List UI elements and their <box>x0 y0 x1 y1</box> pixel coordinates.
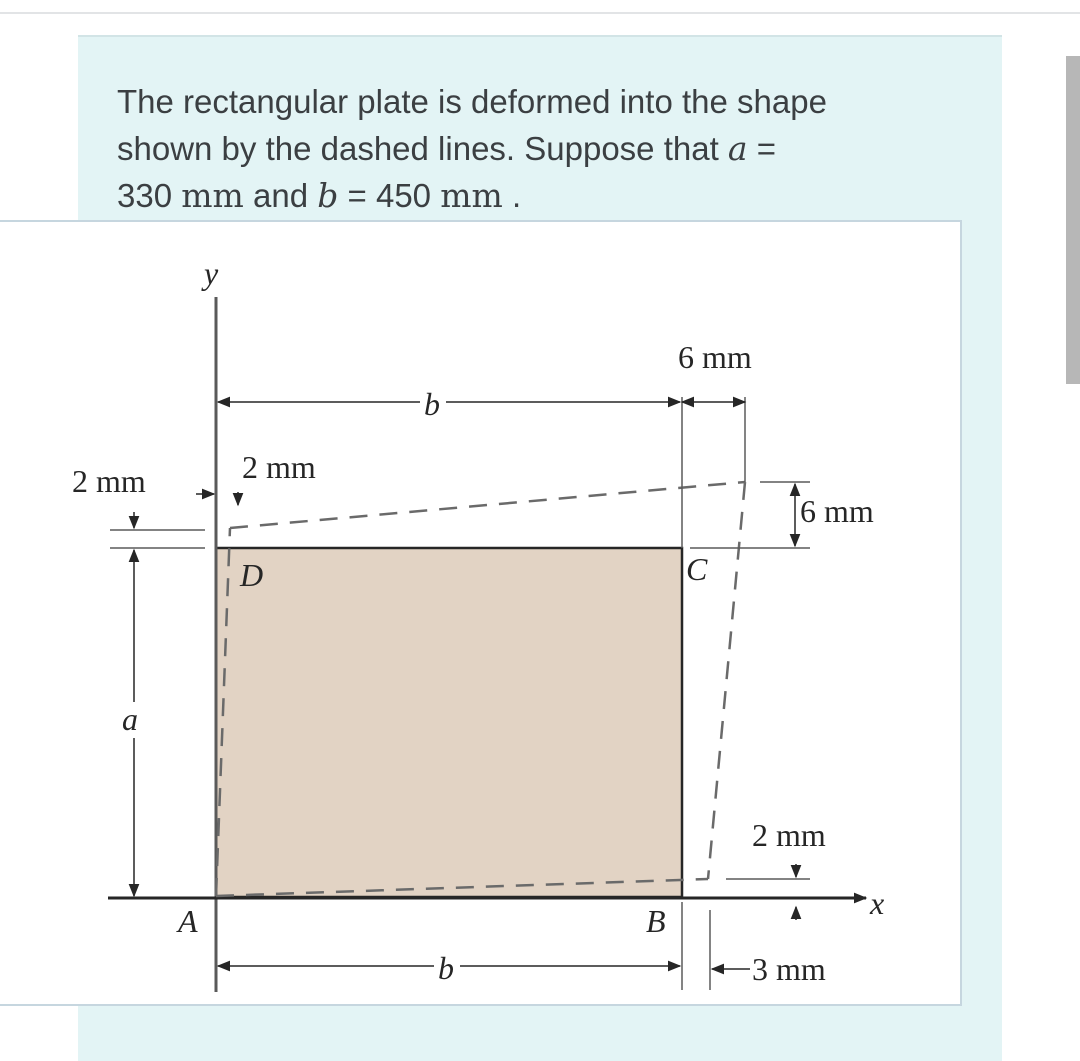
label-6mm-top: 6 mm <box>678 339 752 375</box>
question-line-1: The rectangular plate is deformed into the shape <box>117 83 827 120</box>
label-6mm-right: 6 mm <box>800 493 874 529</box>
label-2mm-top: 2 mm <box>242 449 316 485</box>
label-3mm: 3 mm <box>752 951 826 987</box>
label-2mm-right: 2 mm <box>752 817 826 853</box>
period: . <box>502 177 522 214</box>
deformed-plate-figure <box>0 220 962 1006</box>
var-a: a <box>727 129 748 168</box>
label-corner-d: D <box>240 557 264 593</box>
question-line-2-text: shown by the dashed lines. Suppose that <box>117 130 728 167</box>
undeformed-plate <box>216 548 682 897</box>
label-corner-b: B <box>646 903 666 939</box>
b-value: = 450 <box>338 177 441 214</box>
label-x-axis: x <box>870 885 885 921</box>
and-text: and <box>243 177 318 214</box>
label-corner-a: A <box>178 903 198 939</box>
a-value: 330 <box>117 177 173 214</box>
a-unit: mm <box>181 176 244 215</box>
var-b: b <box>317 176 339 215</box>
question-line-2 <box>117 125 977 172</box>
plate-diagram <box>0 222 960 1004</box>
label-b-top: b <box>424 386 440 422</box>
label-b-bottom: b <box>438 950 454 986</box>
top-divider <box>0 12 1080 14</box>
scrollbar-thumb[interactable] <box>1066 56 1080 384</box>
equals-sign: = <box>747 130 777 167</box>
question-text <box>117 78 977 219</box>
label-a: a <box>122 701 138 737</box>
question-line-3 <box>117 172 977 219</box>
b-unit: mm <box>440 176 503 215</box>
deformed-right-edge <box>708 482 745 879</box>
label-y-axis: y <box>204 255 219 291</box>
label-2mm-left: 2 mm <box>72 463 146 499</box>
label-corner-c: C <box>686 551 708 587</box>
deformed-top-edge <box>230 482 745 528</box>
